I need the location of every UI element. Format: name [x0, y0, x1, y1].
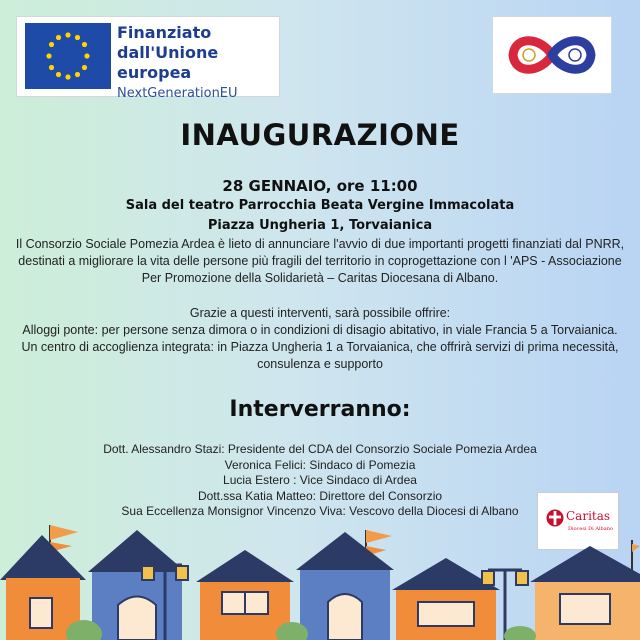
speakers-heading: Interverranno:	[229, 397, 411, 422]
offer-lead: Grazie a questi interventi, sarà possibile offrire:	[189, 306, 451, 320]
caritas-subtitle: Diocesi Di Albano	[568, 526, 613, 532]
eu-logo-line1: Finanziato	[117, 23, 212, 42]
event-venue: Sala del teatro Parrocchia Beata Vergine Immacolata	[125, 198, 515, 213]
caritas-name: Caritas	[566, 509, 611, 523]
offer-item-1: Alloggi ponte: per persone senza dimora o in condizioni di disagio abitativo, in viale Francia 5 a Torvaianica.	[22, 323, 618, 337]
eu-funding-logo	[16, 16, 280, 101]
offer-section	[14, 305, 626, 373]
event-address: Piazza Ungheria 1, Torvaianica	[207, 218, 433, 233]
infinity-logo-icon	[492, 16, 612, 94]
speaker-item: Dott.ssa Katia Matteo: Direttore del Consorzio	[197, 488, 443, 503]
eu-logo-line2: dall'Unione europea	[117, 43, 219, 82]
speaker-item: Dott. Alessandro Stazi: Presidente del CDA del Consorzio Sociale Pomezia Ardea	[103, 442, 537, 456]
offer-item-2: Un centro di accoglienza integrata: in Piazza Ungheria 1 a Torvaianica, che offrirà servizi di prima necessità, consulenza e supporto	[21, 340, 619, 371]
event-date: 28 GENNAIO, ore 11:00	[222, 177, 418, 195]
eu-logo-line3: NextGenerationEU	[117, 86, 238, 101]
speaker-item: Lucia Estero : Vice Sindaco di Ardea	[223, 473, 417, 487]
eu-flag-icon	[25, 23, 111, 89]
page-title: INAUGURAZIONE	[180, 118, 460, 152]
speakers-list	[80, 442, 560, 520]
speaker-item: Sua Eccellenza Monsignor Vincenzo Viva: Vescovo della Diocesi di Albano	[121, 504, 519, 518]
houses-illustration-icon	[0, 510, 640, 640]
intro-paragraph: Il Consorzio Sociale Pomezia Ardea è lieto di annunciare l'avvio di due importanti progetti finanziati dal PNRR, destinati a migliorare la vita delle persone più fragili del territorio in coprogettazione con l 'APS - Associazione Per Promozione della Solidarietà – Caritas Diocesana di Albano.	[15, 237, 625, 285]
speaker-item: Veronica Felici: Sindaco di Pomezia	[224, 457, 416, 472]
